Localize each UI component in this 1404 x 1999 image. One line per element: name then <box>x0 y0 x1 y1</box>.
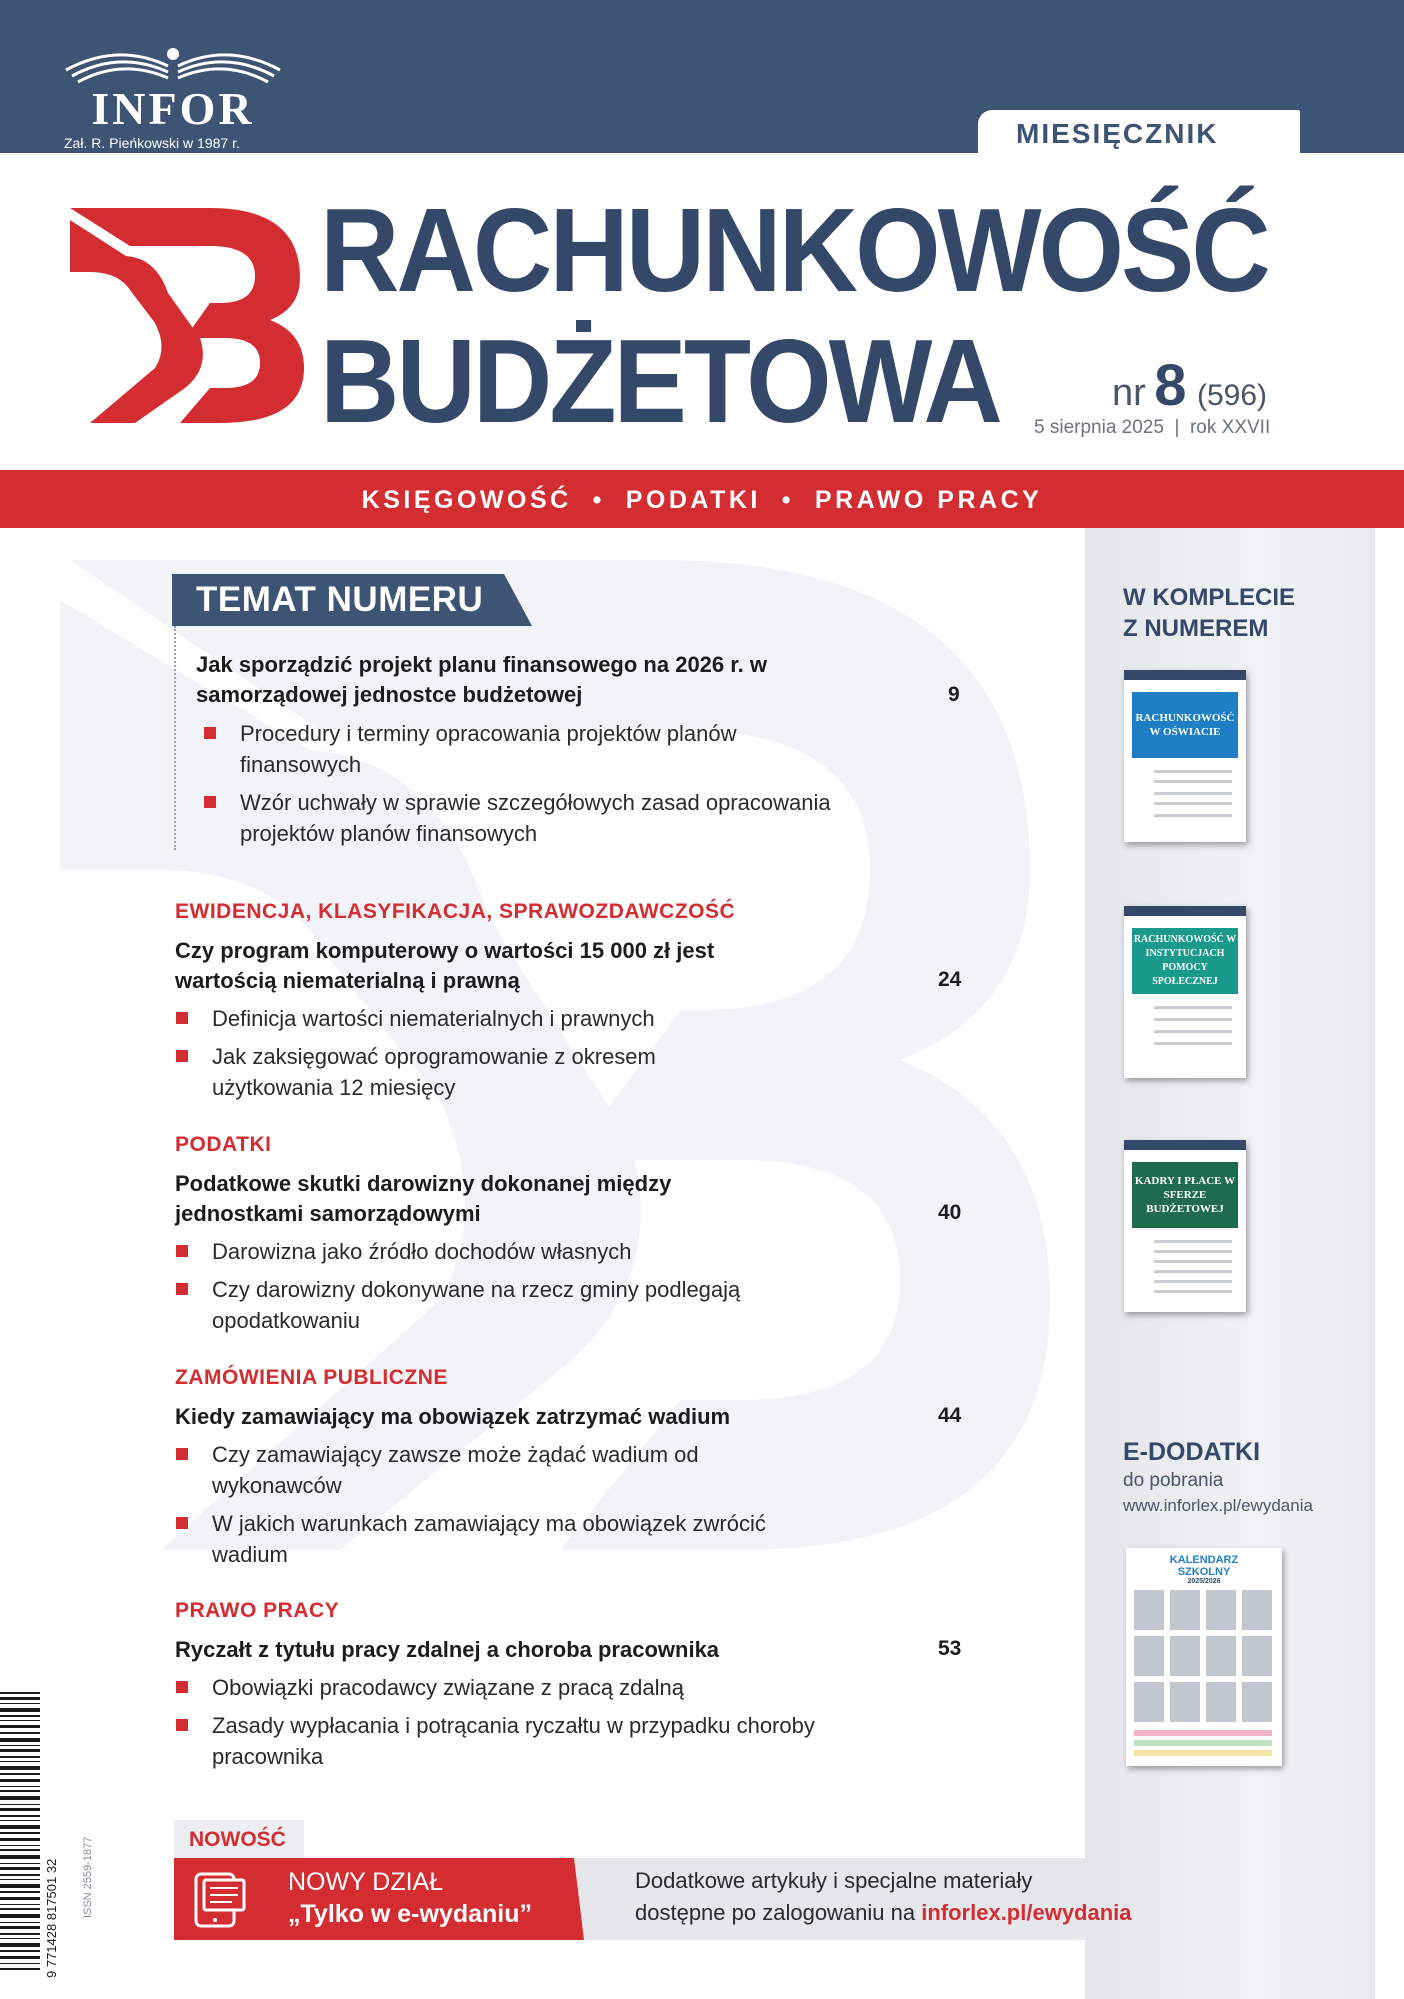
calendar-year: 2025/2026 <box>1187 1578 1221 1585</box>
cover-line <box>1154 1250 1232 1253</box>
supplement-cover-kadry-place[interactable] <box>1124 1140 1246 1312</box>
cover-line <box>1154 780 1232 783</box>
calendar-grid-icon <box>1134 1590 1274 1760</box>
tablet-icon <box>192 1870 254 1930</box>
article-page: 24 <box>938 968 962 991</box>
article-page: 53 <box>938 1637 962 1660</box>
article-title[interactable]: Kiedy zamawiający ma obowiązek zatrzymać wadium <box>175 1404 731 1429</box>
cover-band <box>1124 1140 1246 1150</box>
rb-logo-icon <box>60 198 310 430</box>
temat-numeru-label: TEMAT NUMERU <box>196 580 484 619</box>
article-bullet: Zasady wypłacania i potrącania ryczałtu w przypadku choroby pracownika <box>176 1710 872 1772</box>
cover-title: RACHUNKOWOŚĆ W INSTYTUCJACH POMOCY SPOŁECZNEJ <box>1132 928 1238 994</box>
article-bullet: Darowizna jako źródło dochodów własnych <box>176 1236 852 1267</box>
cover-line <box>1154 802 1232 805</box>
barcode-digits: 9 771428 817501 32 <box>44 1858 59 1978</box>
edodatki-link[interactable]: www.inforlex.pl/ewydania <box>1123 1496 1313 1515</box>
cover-line <box>1154 1042 1232 1045</box>
cover-line <box>1154 814 1232 817</box>
calendar-thumbnail[interactable] <box>1126 1548 1282 1766</box>
magazine-title-line2: BUDŻETOWA <box>320 315 1000 448</box>
frequency-label: MIESIĘCZNIK <box>1016 118 1219 149</box>
section-heading: EWIDENCJA, KLASYFIKACJA, SPRAWOZDAWCZOŚĆ <box>175 900 736 923</box>
edodatki-heading: E-DODATKI <box>1123 1438 1261 1466</box>
issue-date: 5 sierpnia 2025 | rok XXVII <box>1034 417 1271 438</box>
article-bullet: Definicja wartości niematerialnych i prawnych <box>176 1003 852 1034</box>
book-wings-icon <box>58 40 288 85</box>
article-bullet: Czy zamawiający zawsze może żądać wadium od wykonawców <box>176 1439 732 1501</box>
section-heading: PODATKI <box>175 1133 272 1156</box>
issue-number <box>1112 352 1267 419</box>
supplement-cover-oswiata[interactable] <box>1124 670 1246 842</box>
cover-line <box>1154 1006 1232 1009</box>
temat-article-title[interactable]: Jak sporządzić projekt planu finansowego na 2026 r. w samorządowej jednostce budżetowej <box>196 652 767 707</box>
infor-logo <box>58 40 288 151</box>
magazine-title-line1: RACHUNKOWOŚĆ <box>320 184 1268 317</box>
banner-description-prefix: dostępne po zalogowaniu na <box>635 1900 922 1925</box>
temat-article-page: 9 <box>948 683 960 706</box>
cover-title: KADRY I PŁACE W SFERZE BUDŻETOWEJ <box>1132 1162 1238 1228</box>
cover-line <box>1154 1030 1232 1033</box>
cover-line <box>1154 770 1232 773</box>
supplements-heading-line1: W KOMPLECIE <box>1123 584 1295 611</box>
supplement-cover-pomoc-spoleczna[interactable] <box>1124 906 1246 1078</box>
supplements-heading-line2: Z NUMEREM <box>1123 615 1269 642</box>
cover-line <box>1154 792 1232 795</box>
tylko-w-ewydaniu-label: „Tylko w e-wydaniu” <box>288 1900 533 1928</box>
banner-description-line2 <box>635 1900 1132 1926</box>
cover-title: RACHUNKOWOŚĆ W OŚWIACIE <box>1132 692 1238 758</box>
nowy-dzial-label: NOWY DZIAŁ <box>288 1868 444 1896</box>
cover-line <box>1154 1260 1232 1263</box>
section-heading: ZAMÓWIENIA PUBLICZNE <box>175 1366 448 1389</box>
article-page: 40 <box>938 1201 962 1224</box>
nowosc-label: NOWOŚĆ <box>189 1828 286 1851</box>
publisher-name: INFOR <box>91 83 255 134</box>
publisher-subtitle: Zał. R. Pieńkowski w 1987 r. <box>64 135 240 151</box>
issue-label: nr <box>1112 372 1146 414</box>
cover-line <box>1154 1018 1232 1021</box>
article-bullet: Obowiązki pracodawcy związane z pracą zdalną <box>176 1672 852 1703</box>
issue-total: (596) <box>1196 379 1268 412</box>
cover-line <box>1154 1290 1232 1293</box>
article-bullet: Czy darowizny dokonywane na rzecz gminy podlegają opodatkowaniu <box>176 1274 852 1336</box>
temat-bullet: Wzór uchwały w sprawie szczegółowych zasad opracowania projektów planów finansowych <box>204 787 840 849</box>
supplements-heading <box>1123 582 1295 644</box>
article-bullet: Jak zaksięgować oprogramowanie z okresem użytkowania 12 miesięcy <box>176 1041 672 1103</box>
issn-number: ISSN 2559-1877 <box>82 1836 94 1918</box>
barcode <box>0 1688 94 1988</box>
edodatki-subheading: do pobrania <box>1123 1470 1224 1491</box>
cover-band <box>1124 670 1246 680</box>
article-title[interactable]: Czy program komputerowy o wartości 15 000 zł jest wartością niematerialną i prawną <box>175 938 715 993</box>
article-title[interactable]: Ryczałt z tytułu pracy zdalnej a choroba pracownika <box>175 1637 720 1662</box>
article-page: 44 <box>938 1404 962 1427</box>
cover-line <box>1154 1240 1232 1243</box>
cover-band <box>1124 906 1246 916</box>
cover-line <box>1154 1270 1232 1273</box>
issue-value: 8 <box>1154 353 1187 418</box>
inforlex-link[interactable]: inforlex.pl/ewydania <box>921 1900 1132 1925</box>
calendar-title: KALENDARZ SZKOLNY <box>1169 1554 1239 1578</box>
categories-text: KSIĘGOWOŚĆ • PODATKI • PRAWO PRACY <box>361 486 1043 514</box>
article-title[interactable]: Podatkowe skutki darowizny dokonanej między jednostkami samorządowymi <box>175 1171 672 1226</box>
banner-description-line1: Dodatkowe artykuły i specjalne materiały <box>635 1868 1033 1893</box>
temat-bullet: Procedury i terminy opracowania projektów planów finansowych <box>204 718 800 780</box>
article-bullet: W jakich warunkach zamawiający ma obowiązek zwrócić wadium <box>176 1508 792 1570</box>
temat-divider <box>174 626 176 850</box>
cover-line <box>1154 1280 1232 1283</box>
section-heading: PRAWO PRACY <box>175 1599 340 1622</box>
